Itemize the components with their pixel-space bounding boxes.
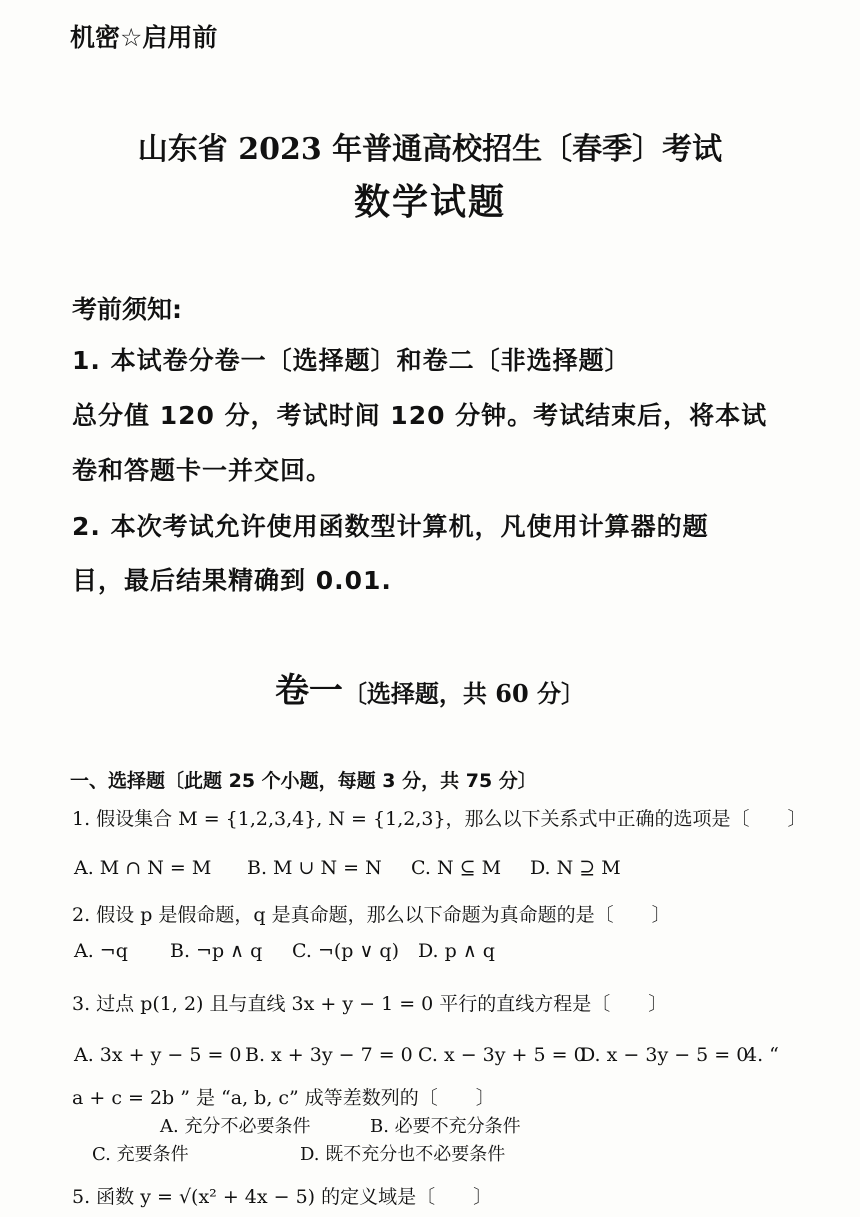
question-3-option-b: B. x + 3y − 7 = 0 <box>245 1044 413 1066</box>
question-3-option-a: A. 3x + y − 5 = 0 <box>74 1044 242 1066</box>
question-2-option-b: B. ¬p ∧ q <box>170 940 263 962</box>
question-3-stem: 3. 过点 p(1, 2) 且与直线 3x + y − 1 = 0 平行的直线方程是〔 〕 <box>72 993 668 1015</box>
question-2-option-d: D. p ∧ q <box>418 940 495 962</box>
question-1-option-c: C. N ⊆ M <box>411 857 502 879</box>
volume-title <box>0 663 860 712</box>
section-heading: 一、选择题〔此题 25 个小题，每题 3 分，共 75 分〕 <box>70 770 537 792</box>
question-4-option-a: A. 充分不必要条件 <box>160 1116 311 1137</box>
question-5-stem: 5. 函数 y = √(x² + 4x − 5) 的定义域是〔 〕 <box>72 1186 493 1208</box>
notice-line: 2. 本次考试允许使用函数型计算机，凡使用计算器的题 <box>72 512 709 541</box>
notice-line: 卷和答题卡一并交回。 <box>72 456 333 485</box>
notice-line: 1. 本试卷分卷一〔选择题〕和卷二〔非选择题〕 <box>72 346 631 375</box>
question-2-stem: 2. 假设 p 是假命题，q 是真命题，那么以下命题为真命题的是〔 〕 <box>72 904 671 926</box>
confidential-label: 机密☆启用前 <box>70 23 218 52</box>
exam-title: 山东省 2023 年普通高校招生〔春季〕考试 <box>137 132 723 167</box>
notice-line: 目，最后结果精确到 0.01. <box>72 566 392 595</box>
exam-subject: 数学试题 <box>353 181 506 223</box>
question-1-stem: 1. 假设集合 M = {1,2,3,4}, N = {1,2,3}，那么以下关系式中正确的选项是〔 〕 <box>72 808 807 830</box>
question-1-option-b: B. M ∪ N = N <box>247 857 382 879</box>
question-1-option-a: A. M ∩ N = M <box>74 857 212 879</box>
volume-main: 卷一 <box>274 671 343 711</box>
question-2-option-c: C. ¬(p ∨ q) <box>292 940 399 962</box>
question-2-option-a: A. ¬q <box>74 940 128 962</box>
question-4-option-b: B. 必要不充分条件 <box>370 1116 521 1137</box>
question-1-option-d: D. N ⊇ M <box>530 857 621 879</box>
question-3-option-d: D. x − 3y − 5 = 0 <box>580 1044 749 1066</box>
question-4-number: 4. “ <box>745 1044 779 1066</box>
question-4-option-c: C. 充要条件 <box>92 1144 189 1165</box>
volume-sub: 〔选择题，共 60 分〕 <box>342 679 586 708</box>
question-4-stem: a + c = 2b ” 是 “a, b, c” 成等差数列的〔 〕 <box>72 1087 495 1109</box>
question-3-option-c: C. x − 3y + 5 = 0 <box>418 1044 586 1066</box>
notice-heading: 考前须知: <box>72 295 182 324</box>
notice-line: 总分值 120 分，考试时间 120 分钟。考试结束后，将本试 <box>72 401 768 430</box>
question-4-option-d: D. 既不充分也不必要条件 <box>300 1144 506 1165</box>
